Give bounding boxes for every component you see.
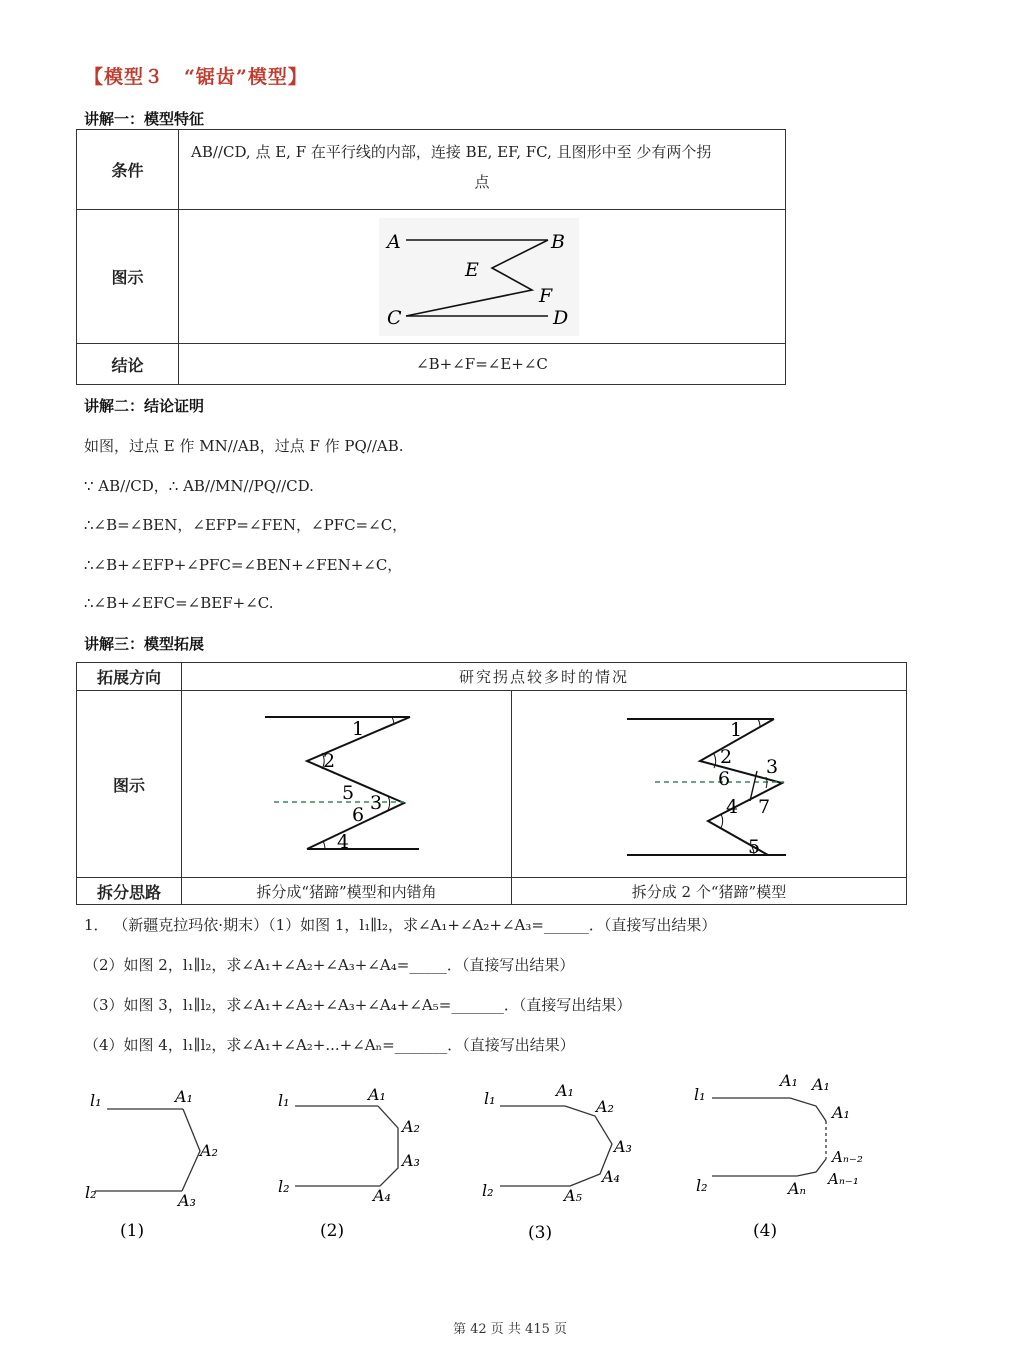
svg-text:A₅: A₅	[564, 1186, 582, 1205]
svg-text:A₃: A₃	[614, 1137, 632, 1156]
svg-text:A₂: A₂	[402, 1117, 420, 1136]
problem-figure-4	[694, 1071, 863, 1241]
problem-line-2: （2）如图 2，l₁∥l₂，求∠A₁+∠A₂+∠A₃+∠A₄=_____．（直接写出结果）	[84, 956, 575, 974]
split-label: 拆分思路	[77, 878, 182, 905]
right-angle-4: 4	[726, 796, 739, 818]
proof-line-1: 如图，过点 E 作 MN//AB，过点 F 作 PQ//AB.	[84, 437, 404, 455]
svg-text:A₁: A₁	[175, 1087, 193, 1106]
svg-text:A₁: A₁	[812, 1075, 830, 1094]
svg-text:Aₙ₋₂: Aₙ₋₂	[832, 1148, 863, 1166]
problem-figure-2	[278, 1085, 420, 1241]
point-C: C	[387, 307, 402, 329]
svg-text:l₁: l₁	[278, 1091, 290, 1110]
section2-heading: 讲解二：结论证明	[84, 397, 205, 415]
svg-text:A₃: A₃	[402, 1151, 420, 1170]
direction-value: 研究拐点较多时的情况	[182, 663, 907, 691]
problem-line-3: （3）如图 3，l₁∥l₂，求∠A₁+∠A₂+∠A₃+∠A₄+∠A₅=_______．（直接写出结果）	[84, 996, 632, 1014]
conclusion-label: 结论	[77, 344, 179, 385]
extension-figure-label: 图示	[77, 691, 182, 878]
point-F: F	[539, 285, 553, 307]
figure-caption-2: (2)	[320, 1221, 345, 1241]
left-angle-6: 6	[352, 804, 365, 826]
svg-text:Aₙ₋₁: Aₙ₋₁	[828, 1170, 859, 1188]
proof-line-5: ∴∠B+∠EFC=∠BEF+∠C.	[84, 594, 274, 612]
split-right: 拆分成 2 个“猪蹄”模型	[512, 878, 907, 905]
svg-text:l₂: l₂	[696, 1176, 708, 1195]
left-angle-1: 1	[352, 718, 365, 740]
point-B: B	[551, 231, 565, 253]
svg-text:l₁: l₁	[90, 1091, 102, 1110]
right-angle-5: 5	[748, 836, 761, 858]
condition-line1: AB//CD, 点 E, F 在平行线的内部，连接 BE, EF, FC, 且图形中至 少有两个拐	[191, 142, 712, 161]
problem-figure-1	[85, 1087, 218, 1241]
svg-text:l₂: l₂	[278, 1177, 290, 1196]
svg-text:A₂: A₂	[596, 1097, 614, 1116]
sawtooth-figure	[179, 210, 785, 343]
left-angle-5: 5	[342, 782, 355, 804]
problem-figures	[60, 1066, 960, 1256]
svg-text:A₄: A₄	[373, 1186, 391, 1205]
problem-figure-3	[482, 1081, 632, 1243]
section3-heading: 讲解三：模型拓展	[84, 635, 205, 653]
right-angle-2: 2	[720, 746, 733, 768]
model-feature-table	[76, 129, 786, 385]
point-E: E	[465, 259, 479, 281]
page-title: 【模型３ “锯齿”模型】	[84, 66, 308, 88]
svg-text:l₂: l₂	[85, 1183, 97, 1202]
condition-line2: 点	[474, 172, 490, 191]
svg-text:A₄: A₄	[602, 1167, 620, 1186]
svg-text:l₁: l₁	[484, 1089, 496, 1108]
svg-text:A₃: A₃	[178, 1191, 196, 1210]
svg-text:A₁: A₁	[368, 1085, 386, 1104]
figure-label: 图示	[77, 210, 179, 344]
svg-text:l₁: l₁	[694, 1085, 706, 1104]
right-angle-3: 3	[766, 756, 779, 778]
split-left: 拆分成“猪蹄”模型和内错角	[182, 878, 512, 905]
problem-line-4: （4）如图 4，l₁∥l₂，求∠A₁+∠A₂+...+∠Aₙ=_______．（直接写出结果）	[84, 1036, 575, 1054]
problem-line-1: 1． （新疆克拉玛依·期末）（1）如图 1，l₁∥l₂，求∠A₁+∠A₂+∠A₃=______．（直接写出结果）	[84, 916, 717, 934]
svg-text:A₁: A₁	[556, 1081, 574, 1100]
direction-label: 拓展方向	[77, 663, 182, 691]
svg-text:A₂: A₂	[200, 1141, 218, 1160]
left-angle-3: 3	[370, 792, 383, 814]
svg-text:Aₙ: Aₙ	[788, 1179, 807, 1198]
extension-figure-right	[512, 691, 906, 877]
proof-line-2: ∵ AB//CD，∴ AB//MN//PQ//CD.	[84, 477, 314, 495]
figure-caption-4: (4)	[753, 1221, 778, 1241]
svg-text:A₁: A₁	[780, 1071, 798, 1090]
svg-text:A₁: A₁	[832, 1103, 850, 1122]
section1-heading: 讲解一：模型特征	[84, 110, 205, 128]
model-extension-table	[76, 662, 907, 905]
point-D: D	[553, 307, 569, 329]
right-angle-6: 6	[718, 768, 731, 790]
point-A: A	[387, 231, 401, 253]
figure-caption-3: (3)	[528, 1223, 553, 1243]
right-angle-7: 7	[758, 796, 771, 818]
left-angle-4: 4	[337, 831, 350, 853]
right-angle-1: 1	[730, 719, 743, 741]
extension-figure-left	[182, 691, 511, 877]
proof-line-4: ∴∠B+∠EFP+∠PFC=∠BEN+∠FEN+∠C，	[84, 556, 403, 574]
left-angle-2: 2	[323, 750, 336, 772]
svg-text:l₂: l₂	[482, 1181, 494, 1200]
conclusion-value: ∠B+∠F=∠E+∠C	[179, 344, 786, 385]
figure-caption-1: (1)	[120, 1221, 145, 1241]
page-footer: 第 42 页 共 415 页	[452, 1322, 568, 1337]
proof-line-3: ∴∠B=∠BEN，∠EFP=∠FEN，∠PFC=∠C，	[84, 516, 408, 534]
condition-label: 条件	[77, 130, 179, 210]
